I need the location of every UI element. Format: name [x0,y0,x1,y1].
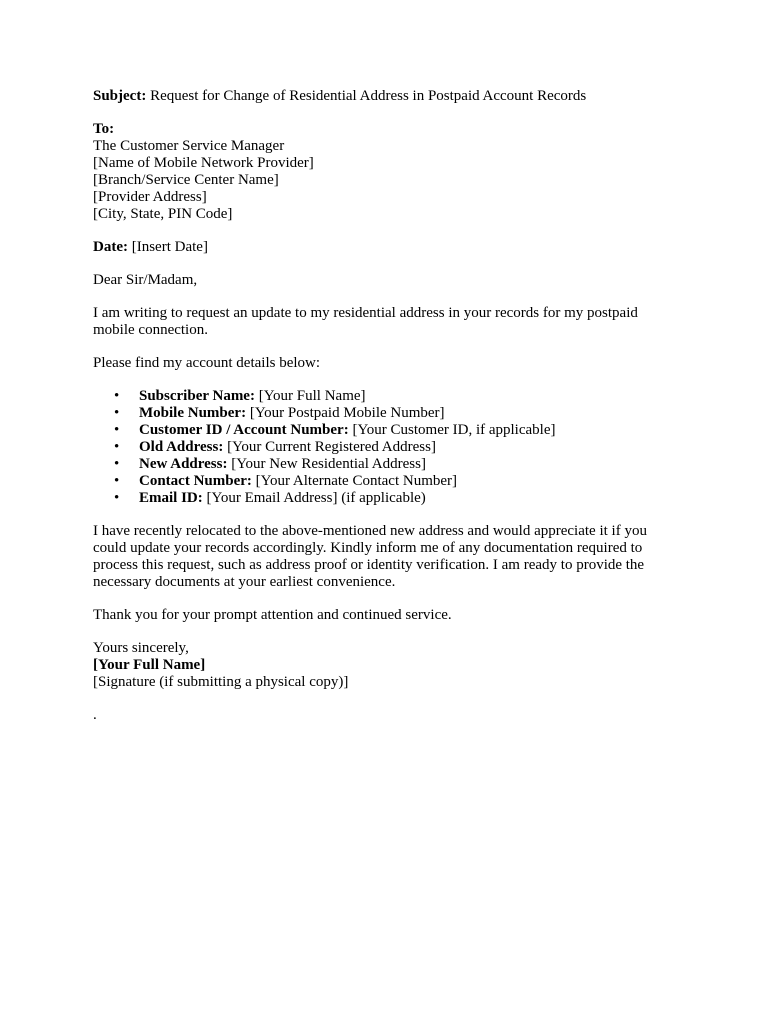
to-label: To: [93,121,115,137]
detail-label: Old Address: [139,439,224,455]
detail-value: [Your Alternate Contact Number] [251,473,458,489]
detail-value: [Your New Residential Address] [227,456,426,472]
list-item [139,388,683,405]
sender-name: [Your Full Name] [93,657,206,673]
body-paragraph: I have recently relocated to the above-mentioned new address and would appreciate it if you could update your records accordingly. Kindly inform me of any documentation required to process this request, such as address proof or identity verification. I am ready to provide the necessary documents at your earliest convenience. [93,523,647,590]
closing-block [93,640,683,691]
detail-value: [Your Postpaid Mobile Number] [246,405,445,421]
list-item [139,490,683,507]
recipient-block [93,121,683,223]
recipient-title: The Customer Service Manager [93,138,285,154]
detail-label: Email ID: [139,490,203,506]
detail-value: [Your Email Address] (if applicable) [202,490,426,506]
list-item [139,439,683,456]
detail-label: New Address: [139,456,228,472]
detail-label: Mobile Number: [139,405,247,421]
date-text: [Insert Date] [127,239,208,255]
detail-label: Customer ID / Account Number: [139,422,349,438]
detail-value: [Your Full Name] [254,388,366,404]
account-details-list [93,388,683,507]
detail-value: [Your Current Registered Address] [223,439,436,455]
salutation: Dear Sir/Madam, [93,272,198,288]
trailing-mark: . [93,707,97,723]
valediction: Yours sincerely, [93,640,189,656]
date-label: Date: [93,239,128,255]
letter-page [93,88,683,724]
list-item [139,456,683,473]
detail-label: Subscriber Name: [139,388,255,404]
details-intro: Please find my account details below: [93,355,321,371]
recipient-address: [Provider Address] [93,189,207,205]
list-item [139,422,683,439]
recipient-city: [City, State, PIN Code] [93,206,233,222]
thanks-paragraph: Thank you for your prompt attention and continued service. [93,607,452,623]
date-line [93,239,683,256]
subject-label: Subject: [93,88,147,104]
detail-label: Contact Number: [139,473,252,489]
subject-line [93,88,683,105]
intro-paragraph: I am writing to request an update to my residential address in your records for my postpaid mobile connection. [93,305,638,338]
list-item [139,405,683,422]
list-item [139,473,683,490]
recipient-provider: [Name of Mobile Network Provider] [93,155,314,171]
subject-text: Request for Change of Residential Address in Postpaid Account Records [146,88,587,104]
signature-line: [Signature (if submitting a physical copy)] [93,674,349,690]
recipient-branch: [Branch/Service Center Name] [93,172,279,188]
detail-value: [Your Customer ID, if applicable] [348,422,556,438]
